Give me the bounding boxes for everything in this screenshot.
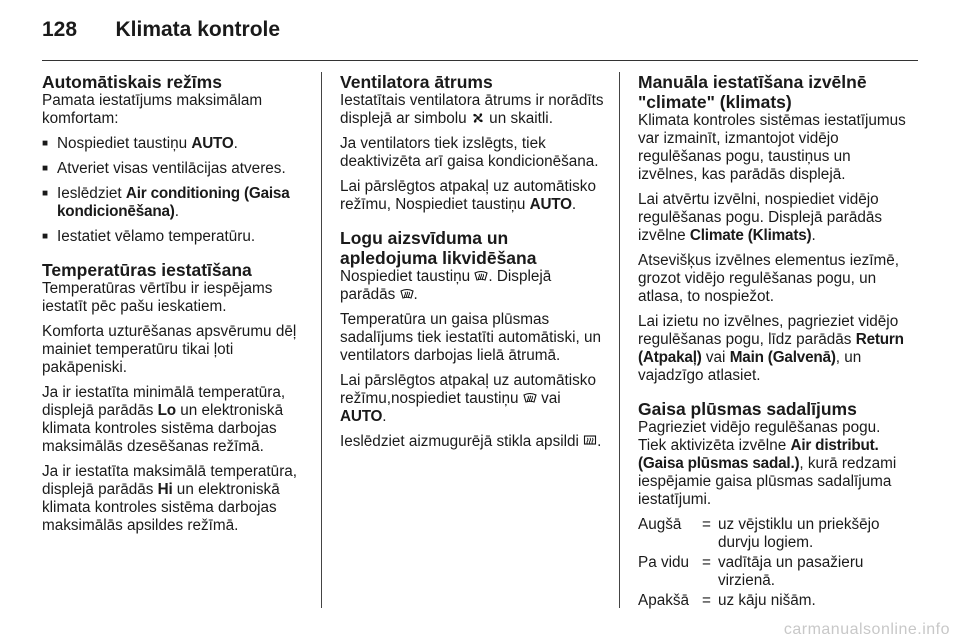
paragraph: Ja ir iestatīta maksimālā temperatūra, displejā parādās Hi un elektroniskā klimata kontroles sistēma darbojas maksimālās apsildes režīmā. [42, 463, 298, 534]
table-cell: Apakšā [638, 592, 690, 609]
table-cell: vadītāja un pasažieru virzienā. [718, 554, 864, 589]
page-number: 128 [42, 18, 78, 41]
paragraph: Ja ir iestatīta minimālā temperatūra, displejā parādās Lo un elektroniskā klimata kontroles sistēma darbojas maksimālās dzesēšanas režīmā. [42, 384, 286, 455]
air-distribution-table [638, 516, 908, 612]
column-1 [42, 72, 310, 542]
list-item: ■ Iestatiet vēlamo temperatūru. [42, 228, 310, 246]
watermark: carmanualsonline.info [783, 621, 950, 638]
paragraph: Lai izietu no izvēlnes, pagrieziet vidējo regulēšanas pogu, līdz parādās Return (Atpakaļ) vai Main (Galvenā), un vajadzīgo atlasiet. [638, 313, 904, 384]
auto-mode-heading: Automātiskais režīms [42, 72, 222, 92]
fan-icon [471, 111, 485, 125]
air-distribution-heading: Gaisa plūsmas sadalījums [638, 399, 857, 419]
header-rule [42, 60, 918, 61]
table-cell: uz kāju nišām. [718, 592, 816, 609]
paragraph: Komforta uzturēšanas apsvērumu dēļ mainiet temperatūru tikai ļoti pakāpeniski. [42, 323, 297, 376]
rear-window-heating-icon [583, 434, 597, 448]
temperature-heading: Temperatūras iestatīšana [42, 260, 252, 280]
windshield-defrost-icon [523, 391, 537, 405]
auto-mode-intro: Pamata iestatījums maksimālam komfortam: [42, 92, 263, 127]
table-row [638, 554, 908, 592]
paragraph: Klimata kontroles sistēmas iestatījumus var izmainīt, izmantojot vidējo regulēšanas pogu, taustiņus un izvēlnes, kas parādās displejā. [638, 112, 906, 183]
table-cell: Pa vidu [638, 554, 690, 571]
manual-menu-heading: Manuāla iestatīšana izvēlnē "climate" (klimats) [638, 72, 867, 112]
table-cell: = [702, 516, 711, 533]
list-item: ■ Ieslēdziet Air conditioning (Gaisa kondicionēšana). [42, 185, 310, 221]
page-header [42, 18, 280, 48]
paragraph: Ieslēdziet aizmugurējā stikla apsildi . [340, 433, 602, 450]
paragraph: Ja ventilators tiek izslēgts, tiek deaktivizēta arī gaisa kondicionēšana. [340, 135, 599, 170]
table-cell: = [702, 592, 711, 609]
paragraph: Temperatūras vērtību ir iespējams iestatīt pēc pašu ieskatiem. [42, 280, 273, 315]
table-cell: uz vējstiklu un priekšējo durvju logiem. [718, 516, 880, 551]
paragraph: Lai pārslēgtos atpakaļ uz automātisko režīmu, Nospiediet taustiņu AUTO. [340, 178, 596, 213]
column-3 [638, 72, 908, 612]
paragraph: Atsevišķus izvēlnes elementus iezīmē, grozot vidējo regulēšanas pogu, un atlasa, to nospiežot. [638, 252, 900, 305]
table-row [638, 516, 908, 554]
table-row [638, 592, 908, 612]
windshield-defrost-icon [474, 269, 488, 283]
auto-mode-list [42, 135, 310, 246]
paragraph: Iestatītais ventilatora ātrums ir norādīts displejā ar simbolu un skaitli. [340, 92, 604, 127]
defog-heading: Logu aizsvīduma un apledojuma likvidēšana [340, 228, 537, 268]
list-item: ■ Nospiediet taustiņu AUTO. [42, 135, 310, 153]
page-title: Klimata kontrole [115, 18, 281, 41]
paragraph: Lai pārslēgtos atpakaļ uz automātisko režīmu,nospiediet taustiņu vai AUTO. [340, 372, 596, 425]
paragraph: Lai atvērtu izvēlni, nospiediet vidējo regulēšanas pogu. Displejā parādās izvēlne Climate (Klimats). [638, 191, 883, 244]
list-item: ■ Atveriet visas ventilācijas atveres. [42, 160, 310, 178]
fan-speed-heading: Ventilatora ātrums [340, 72, 493, 92]
paragraph: Pagrieziet vidējo regulēšanas pogu. Tiek aktivizēta izvēlne Air distribut. (Gaisa plūsmas sadal.), kurā redzami iespējamie gaisa plūsmas sadalījuma iestatījumi. [638, 419, 897, 508]
windshield-defrost-icon [400, 287, 414, 301]
table-cell: Augšā [638, 516, 682, 533]
paragraph: Nospiediet taustiņu . Displejā parādās . [340, 268, 552, 303]
column-divider-1 [321, 72, 322, 608]
column-2 [340, 72, 608, 458]
table-cell: = [702, 554, 711, 571]
column-divider-2 [619, 72, 620, 608]
paragraph: Temperatūra un gaisa plūsmas sadalījums tiek iestatīti automātiski, un ventilators darbojas lielā ātrumā. [340, 311, 602, 364]
